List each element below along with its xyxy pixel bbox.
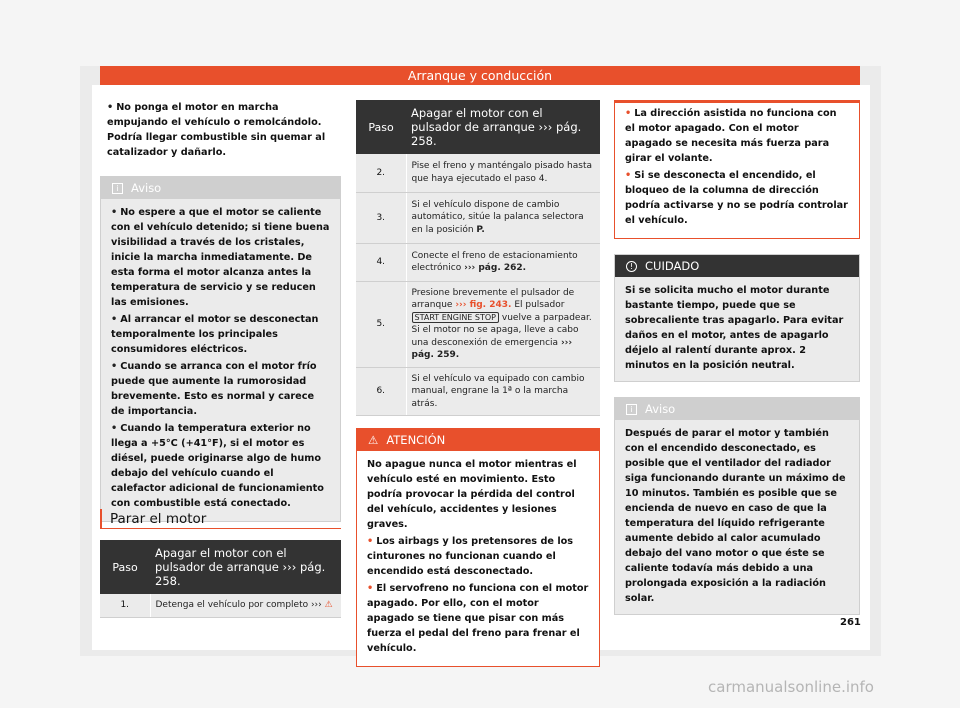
aviso-item: • Cuando la temperatura exterior no llega a +5°C (+41°F), si el motor es diésel, puede originarse algo de humo debajo del vehículo cuando el calefactor adicional de funcionamiento con combustible está conectado. — [111, 423, 324, 509]
column-1 — [100, 100, 341, 522]
column-3 — [614, 100, 860, 615]
atencion-item: • Si se desconecta el encendido, el bloqueo de la columna de dirección podría activarse y no se podría controlar el vehículo. — [625, 170, 848, 226]
atencion-item: • Los airbags y los pretensores de los cinturones no funcionan cuando el encendido está desconectado. — [367, 536, 574, 577]
page-number: 261 — [840, 617, 861, 628]
aviso-item: • No espere a que el motor se caliente con el vehículo detenido; si tiene buena visibilidad a través de los cristales, inicie la marcha inmediatamente. De esta forma el motor alcanza antes la temperatura de servicio y se reducen las emisiones. — [111, 207, 330, 308]
section-divider — [100, 528, 341, 529]
table-header-row — [100, 540, 341, 594]
warning-icon: ⚠ — [324, 600, 333, 610]
atencion-continued-body — [615, 103, 859, 238]
table-row: 6. Si el vehículo va equipado con cambio manual, engrane la 1ª o la marcha atrás. — [356, 367, 600, 416]
col-header: Apagar el motor con el pulsador de arranque ››› pág. 258. — [406, 100, 600, 154]
steps-table-2 — [356, 100, 600, 667]
col-header: Apagar el motor con el pulsador de arranque ››› pág. 258. — [150, 540, 341, 594]
table-row: 4. Conecte el freno de estacionamiento electrónico ››› pág. 262. — [356, 243, 600, 281]
atencion-item: • La dirección asistida no funciona con el motor apagado. Con el motor apagado se necesita más fuerza para girar el volante. — [625, 108, 837, 164]
aviso-header: i Aviso — [101, 177, 340, 199]
aviso-box-2 — [614, 397, 860, 615]
table-header-row — [356, 100, 600, 154]
table-row: 1. Detenga el vehículo por completo ››› ⚠ — [100, 594, 341, 617]
table-row: 2. Pise el freno y manténgalo pisado hasta que haya ejecutado el paso 4. — [356, 154, 600, 192]
cuidado-box — [614, 254, 860, 382]
table-row: 5. Presione brevemente el pulsador de arranque ››› fig. 243. El pulsador START ENGINE STOP vuelve a parpadear. Si el motor no se apaga, lleve a cabo una desconexión de emergencia ››› pág. 259. — [356, 281, 600, 367]
info-icon: i — [112, 183, 123, 194]
start-engine-stop-key: START ENGINE STOP — [412, 312, 500, 323]
alert-circle-icon: ! — [626, 261, 637, 272]
aviso-item: • Cuando se arranca con el motor frío puede que aumente la rumorosidad brevemente. Esto es normal y carece de importancia. — [111, 361, 317, 417]
table-row: 3. Si el vehículo dispone de cambio automático, sitúe la palanca selectora en la posición P. — [356, 192, 600, 243]
watermark: carmanualsonline.info — [708, 678, 874, 696]
atencion-header: ⚠ ATENCIÓN — [357, 429, 599, 451]
aviso-header: i Aviso — [615, 398, 859, 420]
chapter-header: Arranque y conducción — [100, 66, 860, 85]
aviso-body — [101, 199, 340, 521]
info-icon: i — [626, 404, 637, 415]
atencion-continued-box — [614, 100, 860, 239]
bullet-dot: • — [107, 102, 114, 113]
aviso-box — [100, 176, 341, 522]
aviso-item: • Al arrancar el motor se desconectan temporalmente los principales consumidores eléctricos. — [111, 314, 319, 355]
steps-table-1 — [100, 540, 341, 618]
warning-icon: ⚠ — [368, 433, 379, 447]
atencion-box — [356, 428, 600, 667]
aviso-body: Después de parar el motor y también con el encendido desconectado, es posible que el ventilador del radiador siga funcionando durante un máximo de 10 minutos. También es posible que se encienda de nuevo en caso de que la temperatura del líquido refrigerante aumente debido al calor acumulado debajo del vano motor o que éste se caliente todavía más debido a una prolongada exposición a la radiación solar. — [625, 428, 846, 604]
section-title: Parar el motor — [100, 509, 341, 529]
cuidado-body: Si se solicita mucho el motor durante bastante tiempo, puede que se sobrecaliente tras apagarlo. Para evitar daños en el motor, antes de apagarlo déjelo al ralentí durante aprox. 2 minutos en la posición neutral. — [625, 285, 844, 371]
intro-bullet: • No ponga el motor en marcha empujando el vehículo o remolcándolo. Podría llegar combustible sin quemar al catalizador y dañarlo. — [107, 102, 326, 158]
col-paso: Paso — [356, 100, 406, 154]
atencion-body: No apague nunca el motor mientras el vehículo esté en movimiento. Esto podría provocar la pérdida del control del vehículo, accidentes y lesiones graves. • Los airbags y los pretensores de los cinturones no funcionan cuando el encendido está desconectado. • El servofreno no funciona con el motor apagado. Por ello, con el motor apagado se tiene que pisar con más fuerza el pedal del freno para frenar el vehículo. — [367, 459, 589, 654]
figure-link[interactable]: ››› fig. 243. — [455, 300, 512, 310]
atencion-item: • El servofreno no funciona con el motor apagado. Por ello, con el motor apagado se tiene que pisar con más fuerza el pedal del freno para frenar el vehículo. — [367, 583, 589, 654]
cuidado-header: ! CUIDADO — [615, 255, 859, 277]
col-paso: Paso — [100, 540, 150, 594]
